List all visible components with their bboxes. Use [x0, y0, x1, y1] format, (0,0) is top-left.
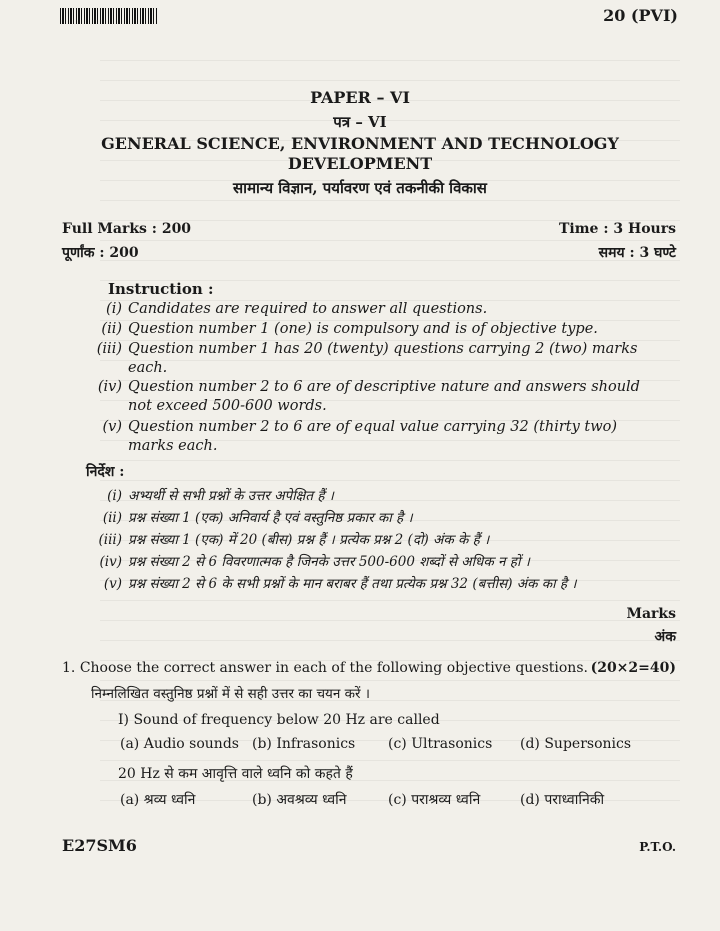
instruction-heading: Instruction :	[108, 280, 214, 298]
sub-question-text-hindi: 20 Hz से कम आवृत्ति वाले ध्वनि को कहते हैं	[118, 766, 353, 782]
nirdesh-text: प्रश्न संख्या 1 (एक) अनिवार्य है एवं वस्तुनिष्ठ प्रकार का है ।	[128, 510, 413, 526]
option-b-hindi: (b) अवश्रव्य ध्वनि	[252, 792, 347, 808]
question-number: 1.	[62, 660, 76, 676]
marks-label: Marks	[626, 606, 676, 622]
instruction-item	[86, 340, 656, 378]
paper-code: 20 (PVI)	[603, 6, 678, 25]
instruction-item	[86, 378, 656, 416]
option-d-hindi: (d) पराध्वानिकी	[520, 792, 605, 808]
question-text-hindi: निम्नलिखित वस्तुनिष्ठ प्रश्नों में से सही उत्तर का चयन करें ।	[91, 686, 370, 702]
nirdesh-text: प्रश्न संख्या 1 (एक) में 20 (बीस) प्रश्न हैं । प्रत्येक प्रश्न 2 (दो) अंक के हैं ।	[128, 532, 490, 548]
nirdesh-item	[86, 508, 413, 526]
nirdesh-item	[86, 574, 577, 592]
instruction-num: (ii)	[101, 321, 122, 337]
option-c: (c) Ultrasonics	[388, 736, 493, 752]
sub-question	[118, 712, 440, 728]
full-marks-hindi: पूर्णांक : 200	[62, 245, 139, 261]
nirdesh-num: (iii)	[98, 532, 122, 548]
option-a-hindi: (a) श्रव्य ध्वनि	[120, 792, 196, 808]
instruction-item	[86, 300, 656, 319]
instruction-text: Candidates are required to answer all questions.	[128, 301, 488, 317]
booklet-code: E27SM6	[62, 836, 137, 855]
sub-question-text: Sound of frequency below 20 Hz are called	[133, 712, 440, 728]
instruction-text: Question number 1 (one) is compulsory and is of objective type.	[128, 321, 598, 337]
nirdesh-item	[86, 530, 489, 548]
nirdesh-item	[86, 486, 334, 504]
nirdesh-num: (iv)	[99, 554, 122, 570]
instruction-text: Question number 1 has 20 (twenty) questions carrying 2 (two) marks each.	[128, 341, 638, 376]
instruction-text: Question number 2 to 6 are of descriptive nature and answers should not exceed 500-600 words.	[128, 379, 640, 414]
question-text: Choose the correct answer in each of the following objective questions.	[79, 660, 588, 676]
subject-title	[0, 134, 720, 174]
paper-title-hindi: पत्र – VI	[333, 113, 387, 131]
option-a: (a) Audio sounds	[120, 736, 239, 752]
nirdesh-num: (ii)	[102, 510, 122, 526]
full-marks: Full Marks : 200	[62, 221, 192, 237]
nirdesh-num: (i)	[107, 488, 122, 504]
nirdesh-text: अभ्यर्थी से सभी प्रश्नों के उत्तर अपेक्षित हैं ।	[128, 488, 334, 504]
instruction-item	[86, 418, 656, 456]
question-1	[62, 660, 588, 676]
option-b: (b) Infrasonics	[252, 736, 356, 752]
instruction-num: (iv)	[97, 379, 122, 395]
nirdesh-heading: निर्देश :	[86, 464, 125, 480]
pto-label: P.T.O.	[639, 840, 676, 854]
barcode	[60, 8, 158, 24]
subject-title-line-2: DEVELOPMENT	[287, 154, 433, 173]
instruction-num: (v)	[102, 419, 122, 435]
nirdesh-item	[86, 552, 530, 570]
nirdesh-num: (v)	[103, 576, 122, 592]
sub-question-label: I)	[118, 712, 129, 728]
time-allowed-hindi: समय : 3 घण्टे	[598, 245, 676, 261]
instruction-item	[86, 320, 656, 339]
option-c-hindi: (c) पराश्रव्य ध्वनि	[388, 792, 481, 808]
nirdesh-text: प्रश्न संख्या 2 से 6 के सभी प्रश्नों के मान बराबर हैं तथा प्रत्येक प्रश्न 32 (बत्तीस) अंक का है ।	[128, 576, 577, 592]
subject-title-line-1: GENERAL SCIENCE, ENVIRONMENT AND TECHNOLOGY	[101, 134, 619, 153]
paper-title: PAPER – VI	[310, 88, 410, 107]
time-allowed: Time : 3 Hours	[559, 221, 676, 237]
instruction-text: Question number 2 to 6 are of equal value carrying 32 (thirty two) marks each.	[128, 419, 618, 454]
subject-title-hindi: सामान्य विज्ञान, पर्यावरण एवं तकनीकी विकास	[233, 179, 487, 197]
instruction-num: (iii)	[96, 341, 122, 357]
question-marks: (20×2=40)	[590, 660, 676, 676]
marks-label-hindi: अंक	[654, 629, 676, 645]
nirdesh-text: प्रश्न संख्या 2 से 6 विवरणात्मक है जिनके उत्तर 500-600 शब्दों से अधिक न हों ।	[128, 554, 530, 570]
instruction-num: (i)	[106, 301, 122, 317]
option-d: (d) Supersonics	[520, 736, 632, 752]
